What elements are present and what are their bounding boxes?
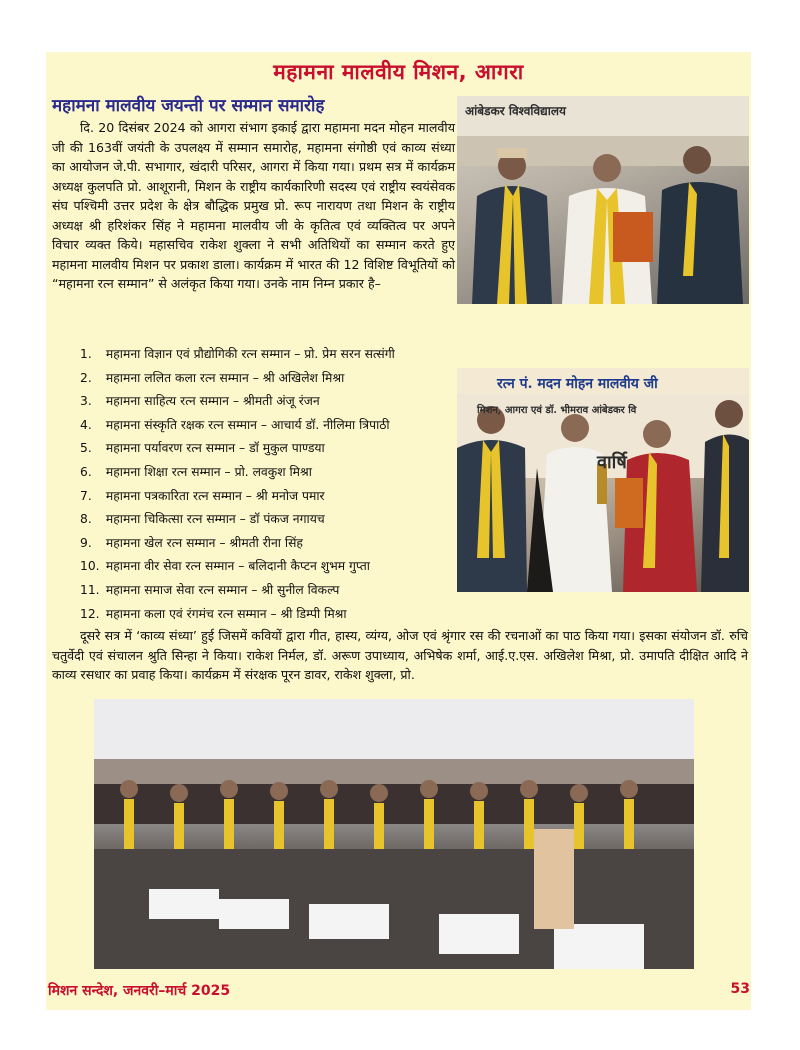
award-item: 2. महामना ललित कला रत्न सम्मान – श्री अखिलेश मिश्रा (80, 370, 345, 385)
page-banner: महामना मालवीय मिशन, आगरा (273, 60, 524, 84)
award-item: 12. महामना कला एवं रंगमंच रत्न सम्मान – श्री डिम्पी मिश्रा (80, 606, 347, 621)
banner-sign-text: वार्षि (597, 452, 627, 473)
award-item: 3. महामना साहित्य रत्न सम्मान – श्रीमती अंजू रंजन (80, 394, 320, 409)
award-photo-1-illustration (457, 96, 749, 304)
banner-sign-text: रत्न पं. मदन मोहन मालवीय जी (497, 376, 658, 392)
audience-group-photo-illustration (94, 699, 694, 969)
article-heading: महामना मालवीय जयन्ती पर सम्मान समारोह (52, 96, 325, 116)
award-item: 9. महामना खेल रत्न सम्मान – श्रीमती रीना सिंह (80, 535, 303, 550)
banner-sign-text: आंबेडकर विश्वविद्यालय (465, 104, 566, 118)
award-item: 10. महामना वीर सेवा रत्न सम्मान – बलिदानी कैप्टन शुभम गुप्ता (80, 559, 370, 574)
award-item: 8. महामना चिकित्सा रत्न सम्मान – डॉ पंकज नगायच (80, 512, 325, 527)
audience-group-photo (94, 699, 694, 969)
award-item: 4. महामना संस्कृति रक्षक रत्न सम्मान – आचार्य डॉ. नीलिमा त्रिपाठी (80, 417, 390, 432)
award-item: 7. महामना पत्रकारिता रत्न सम्मान – श्री मनोज पमार (80, 488, 325, 503)
award-item: 6. महामना शिक्षा रत्न सम्मान – प्रो. लवकुश मिश्रा (80, 464, 312, 479)
awards-list (80, 343, 460, 626)
award-item: 1. महामना विज्ञान एवं प्रौद्योगिकी रत्न सम्मान – प्रो. प्रेम सरन सत्संगी (80, 347, 395, 361)
award-item: 5. महामना पर्यावरण रत्न सम्मान – डॉ मुकुल पाण्डया (80, 441, 325, 456)
banner-sign-text: मिशन, आगरा एवं डॉ. भीमराव आंबेडकर वि (477, 405, 637, 416)
award-photo-1 (457, 96, 749, 304)
footer-publication: मिशन सन्देश, जनवरी–मार्च 2025 (48, 983, 231, 999)
page-number: 53 (730, 981, 750, 997)
award-photo-2 (457, 368, 749, 592)
intro-paragraph: दि. 20 दिसंबर 2024 को आगरा संभाग इकाई द्वारा महामना मदन मोहन मालवीय जी की 163वीं जयंती के उपलक्ष्य में सम्मान समारोह, महामना संगोष्ठी एवं काव्य संध्या का आयोजन जे.पी. सभागार, खंदारी परिसर, आगरा में किया गया। प्रथम सत्र में कार्यक्रम अध्यक्ष कुलपति प्रो. आशूरानी, मिशन के राष्ट्रीय कार्यकारिणी सदस्य एवं राष्ट्रीय स्वयंसेवक संघ पश्चिमी उत्तर प्रदेश के क्षेत्र बौद्धिक प्रमुख प्रो. रूप नारायण तथा मिशन के राष्ट्रीय अध्यक्ष श्री हरिशंकर सिंह ने महामना मालवीय जी के कृतित्व एवं व्यक्तित्व पर अपने विचार व्यक्त किये। महासचिव राकेश शुक्ला ने सभी अतिथियों का सम्मान करते हुए महामना मालवीय मिशन पर प्रकाश डाला। कार्यक्रम में भारत की 12 विशिष्ट विभूतियों को “महामना रत्न सम्मान” से अलंकृत किया गया। उनके नाम निम्न प्रकार है– (52, 120, 455, 291)
award-item: 11. महामना समाज सेवा रत्न सम्मान – श्री सुनील विकल्प (80, 582, 340, 597)
second-session-paragraph: दूसरे सत्र में ‘काव्य संध्या’ हुई जिसमें कवियों द्वारा गीत, हास्य, व्यंग्य, ओज एवं श्रृंगार रस की रचनाओं का पाठ किया गया। इसका संयोजन डॉ. रुचि चतुर्वेदी एवं संचालन श्रुति सिन्हा ने किया। राकेश निर्मल, डॉ. अरूण उपाध्याय, अभिषेक शर्मा, आई.ए.एस. अखिलेश मिश्रा, प्रो. उमापति दीक्षित आदि ने काव्य रसधार का प्रवाह किया। कार्यक्रम में संरक्षक पूरन डावर, राकेश शुक्ला, प्रो. (52, 628, 748, 682)
